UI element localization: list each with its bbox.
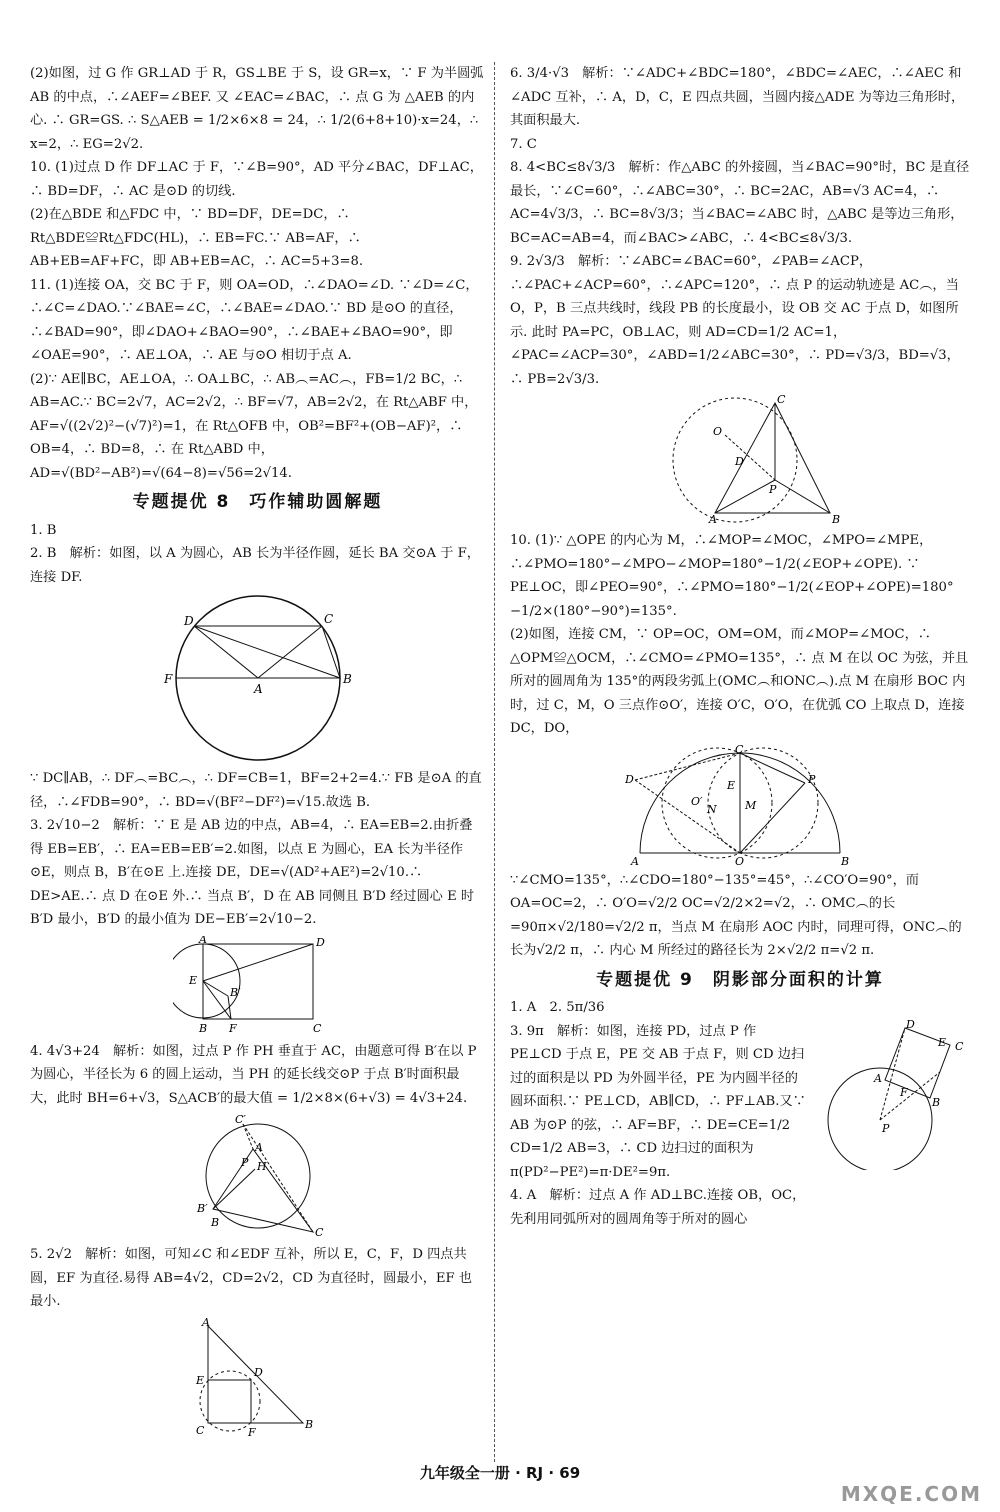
section-heading-8: 专题提优 8 巧作辅助圆解题	[132, 492, 383, 512]
fig2-label: D	[183, 614, 194, 628]
answer-3: 3. 2√10−2 解析：∵ E 是 AB 边的中点，AB=4，∴ EA=EB=2.由折叠得 EB=EB′，∴ EA=EB=EB′=2.如图，以点 E 为圆心，EA 长为半径作⊙E，则点 B，B′在⊙E 上.连接 DE，DE=√(AD²+AE²)=2√10.∴ DE>AE.∴ 点 D 在⊙E 外.∴ 当点 B′，D 在 AB 同侧且 B′D 经过圆心 E 时 B′D 最小，B′D 的最小值为 DE−EB′=2√10−2.	[30, 818, 475, 927]
answer-10-part-3: ∵∠CMO=135°，∴∠CDO=180°−135°=45°，∴∠CO′O=90°，而 OA=OC=2，∴ O′O=√2/2 OC=√2/2×2=√2，∴ OMC︵的长=90π×√2/180=√2/2 π，当点 M 在扇形 AOC 内时，同理可得，ONC︵的长为√2/2 π，∴ 内心 M 所经过的路径长为 2×√2/2 π=√2 π.	[510, 872, 962, 958]
fig11-label: E	[938, 1035, 947, 1049]
figure-circle-a	[158, 593, 358, 763]
watermark: MXQE.COM	[840, 1482, 982, 1506]
fig10-label: B	[841, 854, 850, 865]
fig3-label: C	[312, 1021, 321, 1035]
left-paragraph-1: (2)如图，过 G 作 GR⊥AD 于 R，GS⊥BE 于 S，设 GR=x，∵ F 为半圆弧 AB 的中点，∴∠AEF=∠BEF. 又 ∠EAC=∠BAC，∴ 点 G 为 △AEB 的内心. ∴ GR=GS. ∴ S△AEB = 1/2×6×8 = 24，∴ 1/2(6+8+10)·x=24，∴ x=2，∴ EG=2√2.	[30, 66, 484, 152]
fig10-label: D	[625, 772, 634, 786]
fig2-label: B	[342, 672, 352, 686]
answer-2: 2. B 解析：如图，以 A 为圆心，AB 长为半径作圆，延长 BA 交⊙A 于 F，连接 DF.	[30, 546, 480, 585]
fig4-label: C′	[234, 1114, 246, 1126]
answer-s4: 4. A 解析：过点 A 作 AD⊥BC.连接 OB，OC，先利用同弧所对的圆周角等于所对的圆心	[510, 1188, 806, 1227]
fig10-label: O′	[691, 794, 703, 808]
left-paragraph-3: (2)在△BDE 和△FDC 中，∵ BD=DF，DE=DC，∴ Rt△BDE≌Rt△FDC(HL)，∴ EB=FC.∵ AB=AF，∴ AB+EB=AF+FC，即 AB+EB=AC，∴ AC=5+3=8.	[30, 207, 364, 269]
fig9-label: B	[832, 513, 841, 525]
fig9-label: C	[777, 395, 786, 406]
fig10-label: C	[735, 744, 744, 756]
page-footer: 九年级全一册 · RJ · 69	[419, 1464, 581, 1482]
fig10-label: N	[707, 802, 717, 816]
answer-10-part-2: (2)如图，连接 CM，∵ OP=OC，OM=OM，而∠MOP=∠MOC，∴ △OPM≌△OCM，∴∠CMO=∠PMO=135°，∴ 点 M 在以 OC 为弦，并且所对的圆周角为 135°的两段劣弧上(OMC︵和ONC︵).点 M 在扇形 BOC 内时，过 C，M，O 三点作⊙O′，连接 O′C，O′O，在优弧 CO 上取点 D，连接 DC，DO，	[510, 627, 969, 736]
fig9-label: A	[709, 513, 717, 525]
answer-3-block	[510, 1020, 970, 1232]
fig5-label: A	[201, 1317, 210, 1329]
answer-1: 1. B	[30, 522, 57, 538]
figure-triangle-circle	[183, 1114, 333, 1239]
answer-s3: 3. 9π 解析：如图，连接 PD，过点 P 作 PE⊥CD 于点 E，PE 交 AB 于点 F，则 CD 边扫过的面积是以 PD 为外圆半径，PE 为内圆半径的圆环面积.∵ PE⊥CD，AB∥CD，∴ PF⊥AB.又∵ AB 为⊙P 的弦，∴ AF=BF，∴ DE=CE=1/2 CD=1/2 AB=3，∴ CD 边扫过的面积为 π(PD²−PE²)=π·DE²=9π.	[510, 1023, 806, 1180]
fig3-label: F	[228, 1021, 237, 1035]
fig4-label: B	[210, 1216, 219, 1229]
fig4-label: P	[240, 1156, 248, 1169]
fig3-label: A	[198, 935, 207, 946]
left-column	[30, 62, 485, 1442]
fig5-label: C	[195, 1423, 204, 1437]
fig5-label: F	[247, 1425, 256, 1438]
figure-rectangle-circle	[173, 936, 343, 1036]
fig4-label: A	[254, 1141, 263, 1154]
fig10-label: A	[631, 854, 639, 865]
fig10-label: P	[808, 772, 816, 786]
fig5-label: B	[304, 1417, 313, 1431]
fig11-label: B	[932, 1095, 941, 1109]
fig9-label: P	[769, 483, 777, 496]
fig11-label: C	[955, 1039, 964, 1053]
figure-right-triangle	[188, 1318, 328, 1438]
fig5-label: E	[195, 1373, 204, 1387]
section-heading-9: 专题提优 9 阴影部分面积的计算	[596, 969, 884, 990]
fig2-label: C	[323, 612, 333, 626]
fig3-label: B′	[229, 985, 241, 999]
left-paragraph-4: 11. (1)连接 OA，交 BC 于 F，则 OA=OD，∴∠DAO=∠D. ∵∠D=∠C，∴∠C=∠DAO.∵∠BAE=∠C，∴∠BAE=∠DAO.∵ BD 是⊙O 的直径，∴∠BAD=90°，即∠DAO+∠BAO=90°，∴∠BAE+∠BAO=90°，即∠OAE=90°，∴ AE⊥OA，∴ AE 与⊙O 相切于点 A.	[30, 277, 479, 363]
fig4-label: C	[314, 1226, 323, 1239]
fig11-label: A	[874, 1071, 882, 1085]
fig10-label: O	[735, 854, 745, 865]
fig5-label: D	[253, 1365, 263, 1379]
answer-4: 4. 4√3+24 解析：如图，过点 P 作 PH 垂直于 AC，由题意可得 B′在以 P 为圆心，半径长为 6 的圆上运动，当 PH 的延长线交⊙P 于点 B′时面积最大，此时 BH=6+√3，S△ACB′的最大值 = 1/2×8×(6+√3) = 4√3+24.	[30, 1043, 477, 1106]
fig11-label: D	[906, 1019, 915, 1031]
left-paragraph-5: (2)∵ AE∥BC，AE⊥OA，∴ OA⊥BC，∴ AB︵=AC︵，FB=1/2 BC，∴ AB=AC.∵ BC=2√7，AC=2√2，∴ BF=√7，AB=2√2，在 Rt△ABF 中，AF=√((2√2)²−(√7)²)=1，在 Rt△OFB 中，OB²=BF²+(OB−AF)²，∴ OB=4，∴ BD=8，∴ 在 Rt△ABD 中，AD=√(BD²−AB²)=√(64−8)=√56=2√14.	[30, 371, 478, 481]
fig3-label: E	[188, 973, 197, 987]
answer-2-continued: ∵ DC∥AB，∴ DF︵=BC︵，∴ DF=CB=1，BF=2+2=4.∵ FB 是⊙A 的直径，∴∠FDB=90°，∴ BD=√(BF²−DF²)=√15.故选 B.	[30, 771, 482, 810]
right-column	[510, 62, 970, 1231]
fig9-label: D	[735, 455, 744, 468]
answer-5: 5. 2√2 解析：如图，可知∠C 和∠EDF 互补，所以 E，C，F，D 四点共圆，EF 为直径.易得 AB=4√2，CD=2√2，CD 为直径时，圆最小，EF 也最小.	[30, 1247, 473, 1309]
fig10-label: M	[745, 798, 757, 812]
column-divider	[494, 62, 495, 1462]
answer-s1-2: 1. A 2. 5π/36	[510, 1000, 605, 1015]
fig11-label: P	[882, 1121, 890, 1135]
figure-semicircle	[625, 745, 855, 865]
answer-7: 7. C	[510, 136, 537, 152]
fig3-label: D	[315, 935, 325, 949]
answer-9: 9. 2√3/3 解析：∵∠ABC=∠BAC=60°，∠PAB=∠ACP，∴∠PAC+∠ACP=60°，∴∠APC=120°，∴ 点 P 的运动轨迹是 AC︵，当 O，P，B 三点共线时，线段 PB 的长度最小，设 OB 交 AC 于点 D，如图所示. 此时 PA=PC，OB⊥AC，则 AD=CD=1/2 AC=1，∠PAC=∠ACP=30°，∠ABD=1/2∠ABC=30°，∴ PD=√3/3，BD=√3，∴ PB=2√3/3.	[510, 254, 960, 387]
fig3-label: B	[198, 1021, 207, 1035]
fig4-label: H	[256, 1160, 267, 1173]
fig10-label: E	[727, 778, 736, 792]
left-paragraph-2: 10. (1)过点 D 作 DF⊥AC 于 F，∵∠B=90°，AD 平分∠BAC，DF⊥AC，∴ BD=DF，∴ AC 是⊙D 的切线.	[30, 160, 483, 199]
fig4-label: B′	[196, 1202, 208, 1215]
fig11-label: F	[900, 1085, 908, 1099]
answer-6: 6. 3/4·√3 解析：∵∠ADC+∠BDC=180°，∠BDC=∠AEC，∴∠AEC 和∠ADC 互补，∴ A，D，C，E 四点共圆，当圆内接△ADE 为等边三角形时，其面积最大.	[510, 66, 965, 128]
fig9-label: O	[713, 425, 723, 438]
fig2-label: A	[253, 682, 263, 696]
answer-10-part-1: 10. (1)∵ △OPE 的内心为 M，∴∠MOP=∠MOC，∠MPO=∠MPE，∴∠PMO=180°−∠MPO−∠MOP=180°−1/2(∠EOP+∠OPE). ∵ PE⊥OC，即∠PEO=90°，∴∠PMO=180°−1/2(∠EOP+∠OPE)=180°−1/2×(180°−90°)=135°.	[510, 533, 954, 619]
answer-8: 8. 4<BC≤8√3/3 解析：作△ABC 的外接圆，当∠BAC=90°时，BC 是直径最长，∵∠C=60°，∴∠ABC=30°，∴ BC=2AC，AB=√3 AC=4，∴ AC=4√3/3，∴ BC=8√3/3；当∠BAC=∠ABC 时，△ABC 是等边三角形，BC=AC=AB=4，而∠BAC>∠ABC，∴ 4<BC≤8√3/3.	[510, 160, 970, 246]
figure-equilateral-arc	[635, 395, 845, 525]
fig2-label: F	[163, 672, 172, 686]
figure-rotating-square	[820, 1020, 970, 1170]
